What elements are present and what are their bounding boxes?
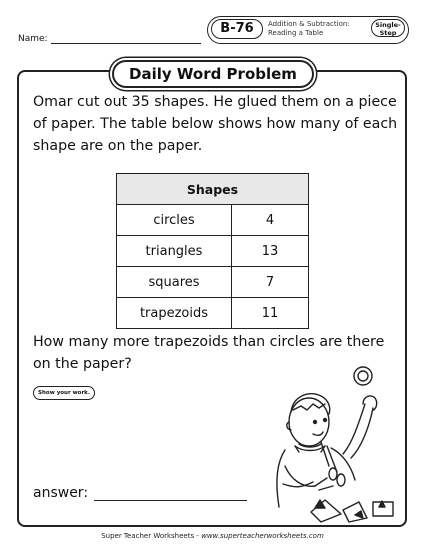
subject-line-1: Addition & Subtraction: — [268, 20, 350, 28]
shapes-table — [116, 173, 309, 329]
shape-count-cell: 11 — [232, 298, 309, 329]
answer-row — [33, 485, 247, 501]
problem-text: Omar cut out 35 shapes. He glued them on a piece of paper. The table below shows how many of each shape are on the paper. — [33, 94, 398, 154]
footer-url[interactable]: www.superteacherworksheets.com — [201, 532, 324, 540]
name-row — [18, 34, 201, 44]
name-label: Name: — [18, 34, 48, 44]
table-row — [117, 267, 309, 298]
level-line-1: Single- — [375, 21, 401, 29]
answer-blank-line[interactable] — [94, 487, 247, 501]
answer-label: answer: — [33, 485, 89, 501]
shape-name-cell: triangles — [117, 236, 232, 267]
shape-count-cell: 13 — [232, 236, 309, 267]
show-your-work-label: Show your work. — [33, 386, 95, 400]
table-header: Shapes — [117, 174, 309, 205]
shape-count-cell: 7 — [232, 267, 309, 298]
table-row — [117, 236, 309, 267]
worksheet-code-badge — [207, 16, 409, 44]
footer-prefix: Super Teacher Worksheets - — [101, 532, 202, 540]
level-line-2: Step — [379, 29, 397, 37]
table-row — [117, 298, 309, 329]
level-badge — [371, 19, 405, 37]
shape-name-cell: circles — [117, 205, 232, 236]
shape-name-cell: trapezoids — [117, 298, 232, 329]
table-row — [117, 205, 309, 236]
footer — [0, 532, 425, 540]
boy-cutting-shapes-illustration — [255, 362, 407, 527]
name-blank-line[interactable] — [51, 34, 201, 44]
question-text: How many more trapezoids than circles are there on the paper? — [33, 334, 385, 372]
shape-count-cell: 4 — [232, 205, 309, 236]
worksheet-subject — [268, 20, 350, 38]
subject-line-2: Reading a Table — [268, 29, 324, 37]
worksheet-code: B-76 — [211, 19, 263, 39]
worksheet-title: Daily Word Problem — [112, 60, 314, 88]
shape-name-cell: squares — [117, 267, 232, 298]
